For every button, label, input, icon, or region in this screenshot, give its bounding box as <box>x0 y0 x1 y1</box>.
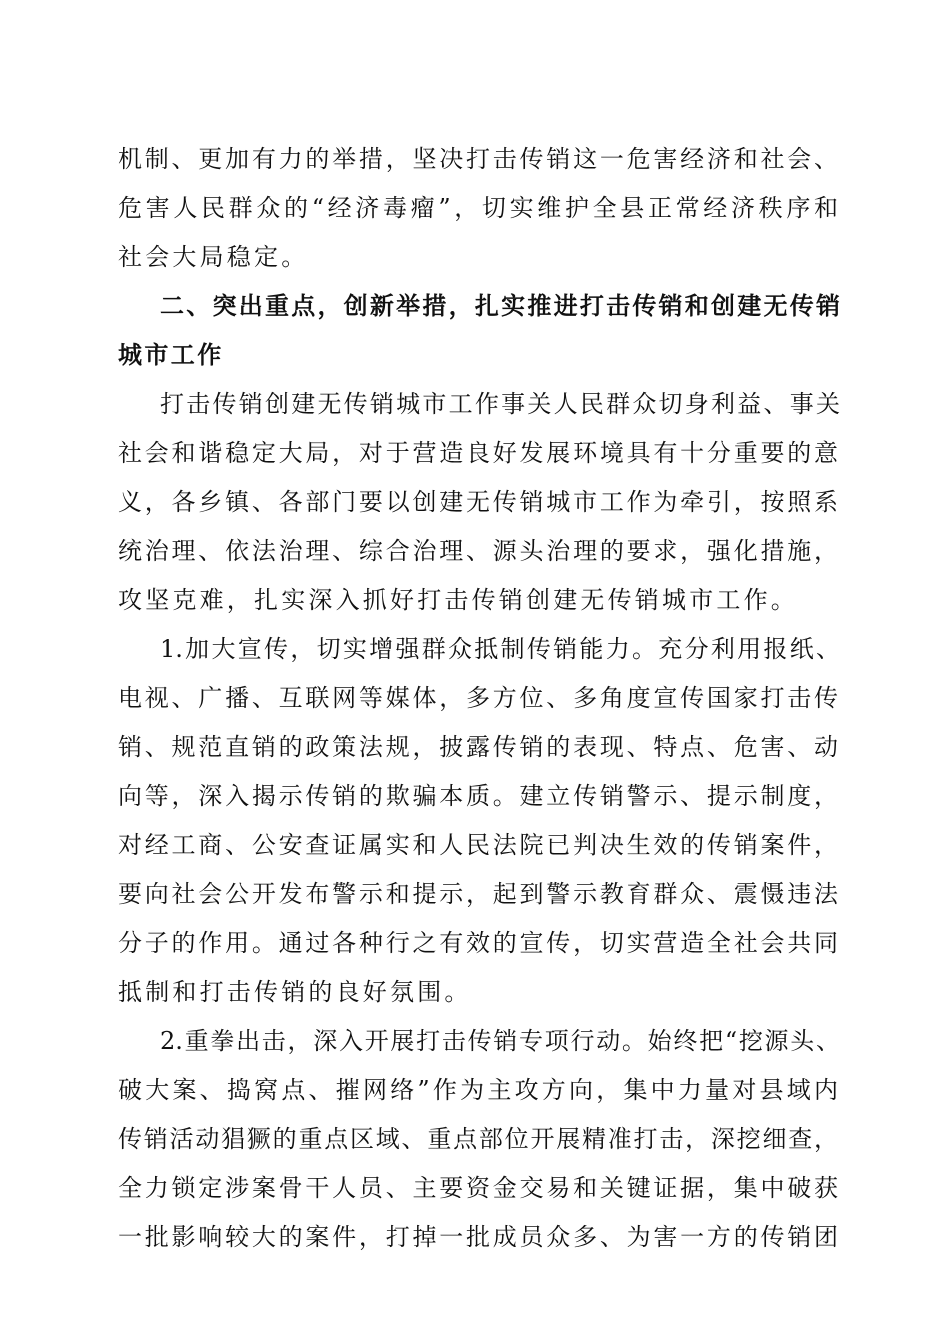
text-line: 统治理、依法治理、综合治理、源头治理的要求，强化措施， <box>118 537 838 565</box>
paragraph-first-line: 打击传销创建无传销城市工作事关人民群众切身利益、事关 <box>160 390 840 418</box>
text-line: 危害人民群众的“经济毒瘤”，切实维护全县正常经济秩序和 <box>118 194 838 222</box>
section-heading: 二、突出重点，创新举措，扎实推进打击传销和创建无传销 <box>160 292 840 320</box>
text-line: 义，各乡镇、各部门要以创建无传销城市工作为牵引，按照系 <box>118 488 838 516</box>
text-line: 传销活动猖獗的重点区域、重点部位开展精准打击，深挖细查， <box>118 1125 838 1153</box>
text-line: 破大案、捣窝点、摧网络”作为主攻方向，集中力量对县域内 <box>118 1076 838 1104</box>
text-line: 社会大局稳定。 <box>118 243 309 271</box>
text-line: 向等，深入揭示传销的欺骗本质。建立传销警示、提示制度， <box>118 782 838 810</box>
text-line: 抵制和打击传销的良好氛围。 <box>118 978 472 1006</box>
text-line: 对经工商、公安查证属实和人民法院已判决生效的传销案件， <box>118 831 838 859</box>
text-line: 一批影响较大的案件，打掉一批成员众多、为害一方的传销团 <box>118 1223 838 1251</box>
text-line: 机制、更加有力的举措，坚决打击传销这一危害经济和社会、 <box>118 145 838 173</box>
section-heading-continued: 城市工作 <box>118 341 224 369</box>
text-line: 社会和谐稳定大局，对于营造良好发展环境具有十分重要的意 <box>118 439 838 467</box>
item-1-title: 1.加大宣传，切实增强群众抵制传销能力。充分利用报纸、 <box>160 635 840 663</box>
text-line: 电视、广播、互联网等媒体，多方位、多角度宣传国家打击传 <box>118 684 838 712</box>
text-line: 销、规范直销的政策法规，披露传销的表现、特点、危害、动 <box>118 733 838 761</box>
item-2-title: 2.重拳出击，深入开展打击传销专项行动。始终把“挖源头、 <box>160 1027 840 1055</box>
text-line: 分子的作用。通过各种行之有效的宣传，切实营造全社会共同 <box>118 929 838 957</box>
text-line: 全力锁定涉案骨干人员、主要资金交易和关键证据，集中破获 <box>118 1174 838 1202</box>
text-line: 要向社会公开发布警示和提示，起到警示教育群众、震慑违法 <box>118 880 838 908</box>
text-line: 攻坚克难，扎实深入抓好打击传销创建无传销城市工作。 <box>118 586 798 614</box>
